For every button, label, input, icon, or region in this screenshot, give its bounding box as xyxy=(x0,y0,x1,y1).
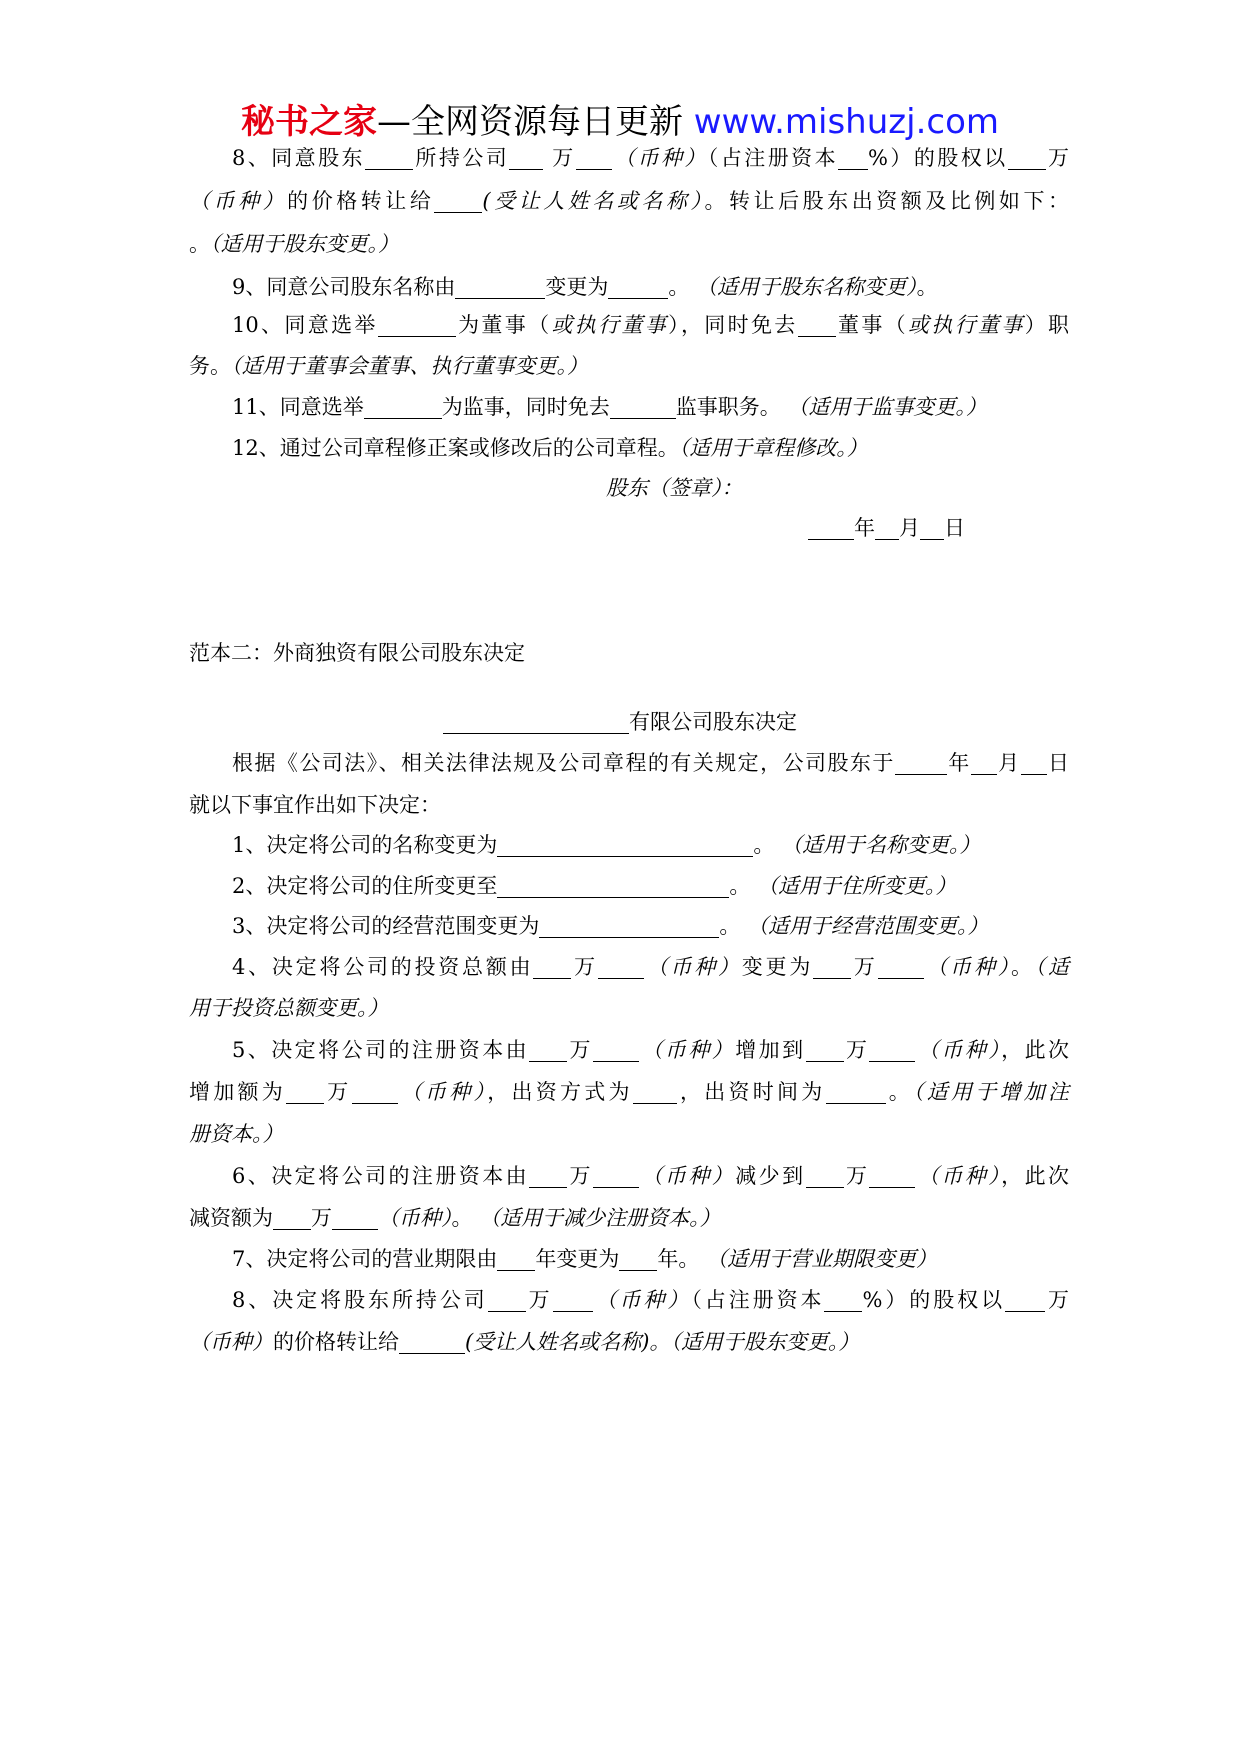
blank-field xyxy=(895,752,947,775)
blank-field xyxy=(364,396,442,419)
s2-item6-line2: 减资额为 万 （币种）。 （适用于减少注册资本。） xyxy=(189,1206,721,1230)
blank-field xyxy=(1005,1289,1045,1312)
s2-item4-line2: 用于投资总额变更。） xyxy=(189,996,389,1020)
blank-field xyxy=(352,1081,398,1104)
blank-field xyxy=(633,1081,677,1104)
s2-item4-line1: 4、决定将公司的投资总额由 万 （币种）变更为 万 （币种）。（适 xyxy=(232,955,1070,979)
blank-field xyxy=(365,147,413,170)
blank-field xyxy=(455,276,545,299)
blank-field xyxy=(826,1081,886,1104)
blank-field xyxy=(539,915,719,938)
blank-field xyxy=(497,875,729,898)
blank-field xyxy=(1008,147,1046,170)
blank-field xyxy=(509,147,543,170)
s1-item9: 9、同意公司股东名称由 变更为 。 （适用于股东名称变更）。 xyxy=(232,275,938,299)
blank-field xyxy=(497,1248,535,1271)
blank-field xyxy=(529,1165,567,1188)
blank-field xyxy=(971,752,997,775)
blank-field xyxy=(332,1207,378,1230)
s2-item3: 3、决定将公司的经营范围变更为 。 （适用于经营范围变更。） xyxy=(232,914,989,938)
blank-field xyxy=(813,956,851,979)
blank-field xyxy=(399,1331,465,1354)
blank-field xyxy=(619,1248,657,1271)
blank-field xyxy=(273,1207,311,1230)
blank-field xyxy=(806,1165,844,1188)
s1-item8-line2: （币种）的价格转让给 (受让人姓名或名称）。转让后股东出资额及比例如下： xyxy=(189,189,1070,213)
blank-field xyxy=(608,276,668,299)
blank-field xyxy=(378,314,456,337)
decision-title: 有限公司股东决定 xyxy=(443,707,843,737)
blank-field xyxy=(593,1039,639,1062)
blank-field xyxy=(878,956,924,979)
s2-item5-line3: 册资本。） xyxy=(189,1122,284,1146)
blank-field xyxy=(875,517,899,540)
s2-item2: 2、决定将公司的住所变更至 。 （适用于住所变更。） xyxy=(232,874,957,898)
blank-field xyxy=(443,711,629,734)
s1-item12: 12、通过公司章程修正案或修改后的公司章程。（适用于章程修改。） xyxy=(232,436,868,460)
s2-intro-line2: 就以下事宜作出如下决定： xyxy=(189,793,441,817)
blank-field xyxy=(598,956,644,979)
banner-url-link[interactable]: www.mishuzj.com xyxy=(693,102,999,142)
s1-item10-line2: 务。（适用于董事会董事、执行董事变更。） xyxy=(189,354,588,378)
s2-item7: 7、决定将公司的营业期限由 年变更为 年。 （适用于营业期限变更） xyxy=(232,1247,938,1271)
blank-field xyxy=(286,1081,324,1104)
blank-field xyxy=(838,147,868,170)
blank-field xyxy=(576,147,612,170)
signature-label: 股东（签章）： xyxy=(606,476,743,500)
blank-field xyxy=(497,834,753,857)
s2-item1: 1、决定将公司的名称变更为 。 （适用于名称变更。） xyxy=(232,833,981,857)
blank-field xyxy=(553,1289,593,1312)
s1-item8-line1: 8、同意股东 所持公司 万 （币种）（占注册资本 %）的股权以 万 xyxy=(232,146,1070,170)
blank-field xyxy=(869,1039,915,1062)
blank-field xyxy=(434,190,482,213)
s2-item5-line2: 增加额为 万 （币种），出资方式为 ，出资时间为 。（适用于增加注 xyxy=(189,1080,1069,1104)
blank-field xyxy=(869,1165,915,1188)
s2-item8-line2: （币种）的价格转让给 (受让人姓名或名称)。（适用于股东变更。） xyxy=(189,1330,860,1354)
blank-field xyxy=(798,314,836,337)
blank-field xyxy=(808,517,854,540)
banner-slogan: —全网资源每日更新 xyxy=(376,102,683,142)
s2-intro-line1: 根据《公司法》、相关法律法规及公司章程的有关规定，公司股东于 年 月 日 xyxy=(232,751,1070,775)
section2-heading: 范本二：外商独资有限公司股东决定 xyxy=(189,641,525,665)
blank-field xyxy=(806,1039,844,1062)
s1-item10-line1: 10、同意选举 为董事（或执行董事），同时免去 董事（或执行董事）职 xyxy=(232,313,1070,337)
site-banner xyxy=(0,100,1240,144)
blank-field xyxy=(488,1289,526,1312)
blank-field xyxy=(610,396,676,419)
s2-item5-line1: 5、决定将公司的注册资本由 万 （币种）增加到 万 （币种），此次 xyxy=(232,1038,1070,1062)
blank-field xyxy=(1021,752,1047,775)
blank-field xyxy=(824,1289,862,1312)
blank-field xyxy=(593,1165,639,1188)
s1-item8-line3: 。（适用于股东变更。） xyxy=(189,232,399,256)
blank-field xyxy=(529,1039,567,1062)
s2-item6-line1: 6、决定将公司的注册资本由 万 （币种）减少到 万 （币种），此次 xyxy=(232,1164,1070,1188)
s2-item8-line1: 8、决定将股东所持公司 万 （币种）（占注册资本 %）的股权以 万 xyxy=(232,1288,1070,1312)
blank-field xyxy=(533,956,571,979)
blank-field xyxy=(920,517,944,540)
date-line: 年 月 日 xyxy=(808,513,1008,543)
s1-item11: 11、同意选举 为监事，同时免去 监事职务。 （适用于监事变更。） xyxy=(232,395,987,419)
banner-brand: 秘书之家 xyxy=(240,102,377,142)
